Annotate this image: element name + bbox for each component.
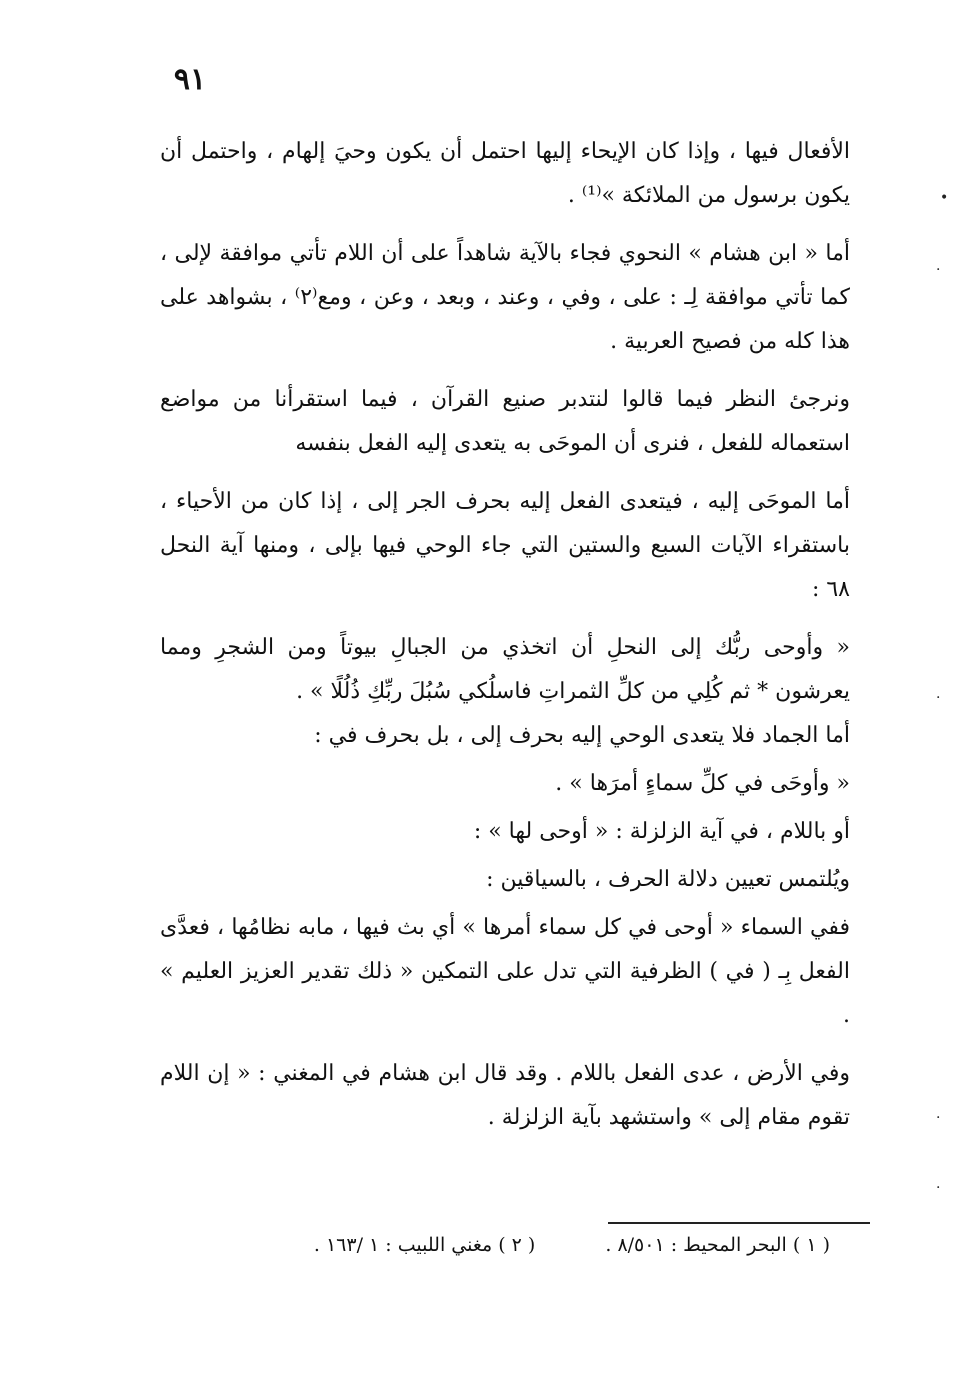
footnote-2: ( ٢ ) مغني اللبيب : ١ /١٦٣ . [313,1234,536,1256]
margin-speck: · [936,262,941,278]
main-text [160,130,850,1154]
margin-speck: · [936,1180,941,1196]
paragraph: ويُلتمس تعيين دلالة الحرف ، بالسياقين : [486,867,850,892]
margin-speck: · [936,690,941,706]
paragraph: الأفعال فيها ، وإذا كان الإيحاء إليها احتمل أن يكون وحيَ إلهام ، واحتمل أن يكون برسول من الملائكة »⁽¹⁾ . [160,139,850,208]
paragraph: وفي الأرض ، عدى الفعل باللام . وقد قال ابن هشام في المغني : « إن اللام تقوم مقام إلى » واستشهد بآية الزلزلة . [160,1061,850,1130]
margin-speck: • [940,190,949,206]
paragraph: أما الموحَى إليه ، فيتعدى الفعل إليه بحرف الجر إلى ، إذا كان من الأحياء ، باستقراء الآيات السبع والستين التي جاء الوحي فيها بإلى ، ومنها آية النحل ٦٨ : [160,489,850,602]
margin-speck: · [936,1110,941,1126]
paragraph: أما « ابن هشام » النحوي فجاء بالآية شاهداً على أن اللام تأتي موافقة لإلى ، كما تأتي موافقة لِـ : على ، وفي ، وعند ، وبعد ، وعن ، ومع⁽٢⁾ ، بشواهد على هذا كله من فصيح العربية . [160,241,851,354]
footnote-1: ( ١ ) البحر المحيط : ٨/٥٠١ . [605,1234,830,1256]
footnote-rule [608,1222,870,1224]
paragraph: ونرجئ النظر فيما قالوا لنتدبر صنيع القرآن ، فيما استقرأنا من مواضع استعماله للفعل ، فنرى أن الموحَى به يتعدى إليه الفعل بنفسه [160,387,850,456]
paragraph: أما الجماد فلا يتعدى الوحي إليه بحرف إلى ، بل بحرف في : [314,723,850,748]
paragraph: أو باللام ، في آية الزلزلة : « أوحى لها » : [473,819,850,844]
paragraph: ففي السماء « أوحى في كل سماء أمرها » أي بث فيها ، مابه نظامُها ، فعدَّى الفعل بِـ ( في ) الظرفية التي تدل على التمكين « ذلك تقدير العزيز العليم » . [160,915,850,1028]
quran-quote: « وأوحى ربُّك إلى النحلِ أن اتخذي من الجبالِ بيوتاً ومن الشجرِ ومما يعرشون * ثم كُلِي من كلِّ الثمراتِ فاسلُكي سُبُلَ ربِّكِ ذُلُلًا » . [160,635,850,704]
quran-quote: « وأوحَى في كلِّ سماءٍ أمرَها » . [555,771,850,796]
footnotes [270,1234,830,1256]
page-number: ٩١ [173,62,207,97]
